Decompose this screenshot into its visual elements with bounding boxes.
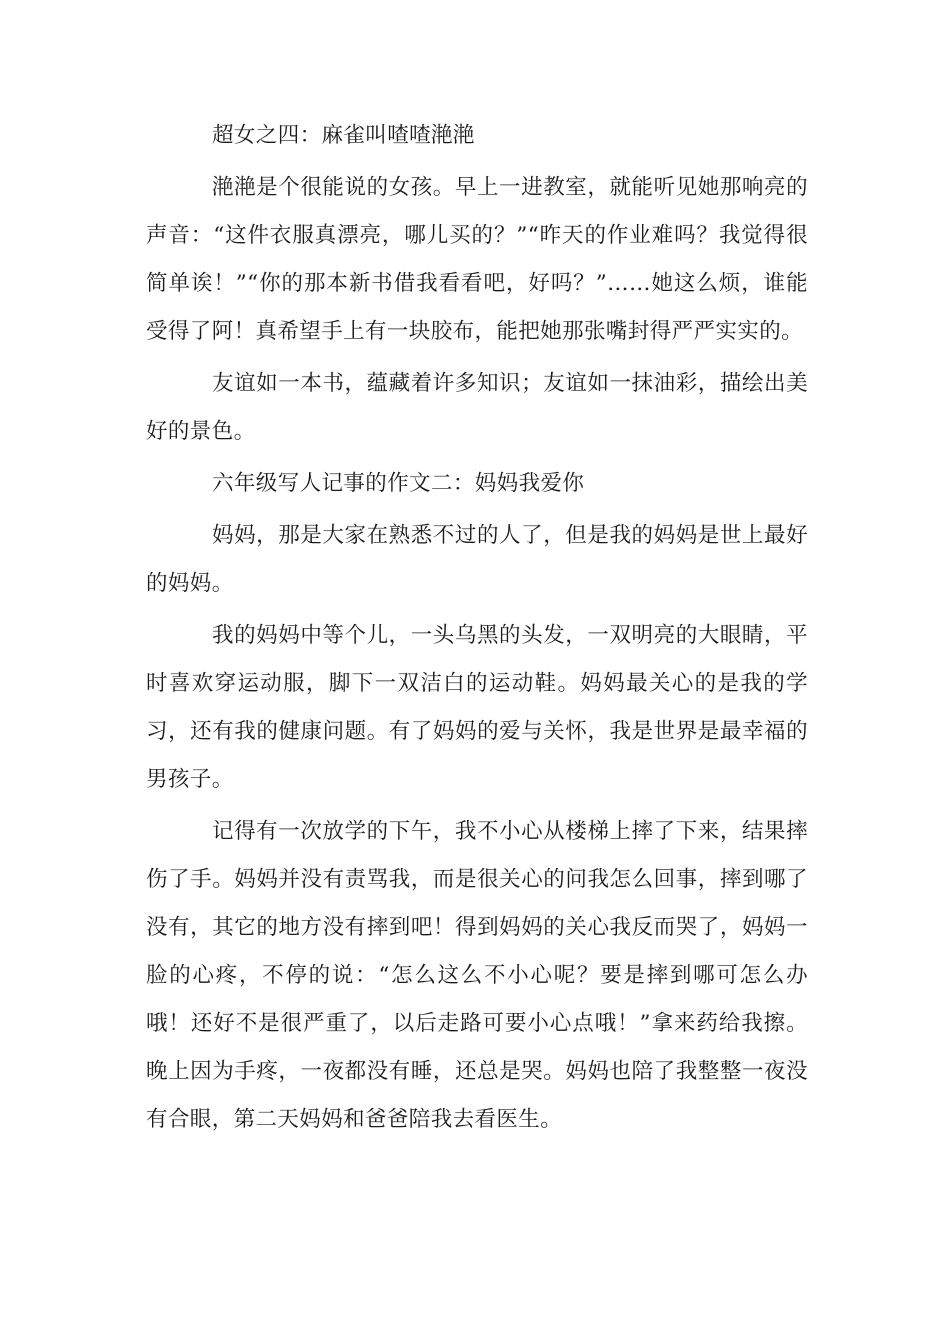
paragraph-mom-appearance: 我的妈妈中等个儿，一头乌黑的头发，一双明亮的大眼睛，平时喜欢穿运动服，脚下一双洁白的运动鞋。妈妈最关心的是我的学习，还有我的健康问题。有了妈妈的爱与关怀，我是世界是最幸福的男孩子。 [146,623,808,792]
paragraph-mom-intro: 妈妈，那是大家在熟悉不过的人了，但是我的妈妈是世上最好的妈妈。 [146,523,808,596]
section-heading-super-girl-four: 超女之四：麻雀叫喳喳滟滟 [212,123,475,148]
paragraph-fall-story: 记得有一次放学的下午，我不小心从楼梯上摔了下来，结果摔伤了手。妈妈并没有责骂我，而是很关心的问我怎么回事，摔到哪了没有，其它的地方没有摔到吧！得到妈妈的关心我反而哭了，妈妈一脸的心疼，不停的说：“怎么这么不小心呢？要是摔到哪可怎么办哦！还好不是很严重了，以后走路可要小心点哦！”拿来药给我擦。晚上因为手疼，一夜都没有睡，还总是哭。妈妈也陪了我整整一夜没有合眼，第二天妈妈和爸爸陪我去看医生。 [146,819,808,1132]
paragraph-friendship: 友谊如一本书，蕴藏着许多知识；友谊如一抹油彩，描绘出美好的景色。 [146,371,808,444]
document-body [146,112,808,1144]
section-heading-mom-i-love-you: 六年级写人记事的作文二：妈妈我爱你 [212,471,585,496]
paragraph-yanyan-description: 滟滟是个很能说的女孩。早上一进教室，就能听见她那响亮的声音：“这件衣服真漂亮，哪儿买的？”“昨天的作业难吗？我觉得很简单诶！”“你的那本新书借我看看吧，好吗？”……她这么烦，谁能受得了阿！真希望手上有一块胶布，能把她那张嘴封得严严实实的。 [146,175,808,344]
